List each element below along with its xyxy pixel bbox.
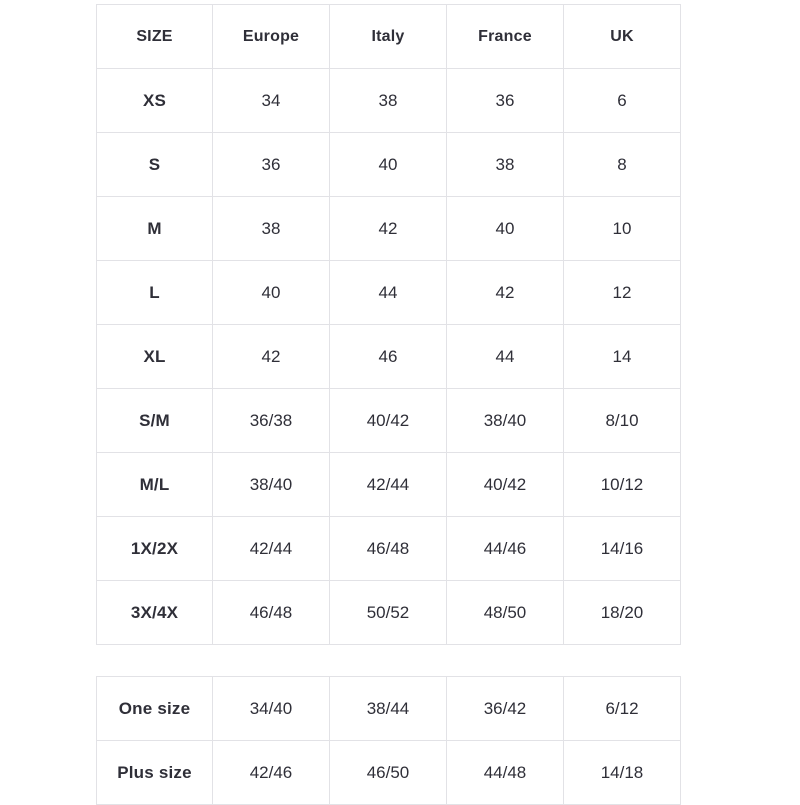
cell-france: 36 xyxy=(447,69,564,133)
cell-italy: 46/50 xyxy=(330,741,447,805)
cell-italy: 40 xyxy=(330,133,447,197)
cell-europe: 42 xyxy=(213,325,330,389)
cell-uk: 6/12 xyxy=(564,677,681,741)
cell-uk: 10 xyxy=(564,197,681,261)
cell-uk: 14 xyxy=(564,325,681,389)
cell-uk: 8 xyxy=(564,133,681,197)
cell-france: 44/48 xyxy=(447,741,564,805)
table-row xyxy=(97,69,681,133)
cell-uk: 6 xyxy=(564,69,681,133)
cell-france: 42 xyxy=(447,261,564,325)
cell-italy: 38/44 xyxy=(330,677,447,741)
cell-italy: 38 xyxy=(330,69,447,133)
table-row xyxy=(97,261,681,325)
table-row xyxy=(97,517,681,581)
column-header-europe: Europe xyxy=(213,5,330,69)
cell-france: 48/50 xyxy=(447,581,564,645)
cell-france: 38/40 xyxy=(447,389,564,453)
row-label: M xyxy=(97,197,213,261)
row-label: S xyxy=(97,133,213,197)
cell-uk: 14/18 xyxy=(564,741,681,805)
cell-italy: 40/42 xyxy=(330,389,447,453)
one-size-table xyxy=(96,676,681,805)
table-row xyxy=(97,133,681,197)
table-row xyxy=(97,453,681,517)
cell-uk: 18/20 xyxy=(564,581,681,645)
row-label: One size xyxy=(97,677,213,741)
table-row xyxy=(97,741,681,805)
cell-italy: 50/52 xyxy=(330,581,447,645)
cell-europe: 36/38 xyxy=(213,389,330,453)
row-label: XL xyxy=(97,325,213,389)
cell-france: 44/46 xyxy=(447,517,564,581)
cell-france: 38 xyxy=(447,133,564,197)
cell-france: 44 xyxy=(447,325,564,389)
cell-europe: 36 xyxy=(213,133,330,197)
cell-italy: 42/44 xyxy=(330,453,447,517)
table-row xyxy=(97,389,681,453)
size-conversion-table xyxy=(96,4,681,645)
cell-italy: 46 xyxy=(330,325,447,389)
table-spacer xyxy=(96,645,680,676)
row-label: 3X/4X xyxy=(97,581,213,645)
cell-europe: 38/40 xyxy=(213,453,330,517)
cell-italy: 42 xyxy=(330,197,447,261)
cell-france: 40/42 xyxy=(447,453,564,517)
column-header-italy: Italy xyxy=(330,5,447,69)
cell-italy: 44 xyxy=(330,261,447,325)
row-label: S/M xyxy=(97,389,213,453)
cell-europe: 38 xyxy=(213,197,330,261)
row-label: Plus size xyxy=(97,741,213,805)
cell-europe: 34 xyxy=(213,69,330,133)
column-header-size: SIZE xyxy=(97,5,213,69)
cell-uk: 14/16 xyxy=(564,517,681,581)
row-label: 1X/2X xyxy=(97,517,213,581)
cell-europe: 34/40 xyxy=(213,677,330,741)
table-row xyxy=(97,197,681,261)
cell-france: 36/42 xyxy=(447,677,564,741)
cell-france: 40 xyxy=(447,197,564,261)
cell-uk: 12 xyxy=(564,261,681,325)
table-header-row xyxy=(97,5,681,69)
cell-uk: 10/12 xyxy=(564,453,681,517)
table-row xyxy=(97,325,681,389)
column-header-uk: UK xyxy=(564,5,681,69)
table-row xyxy=(97,677,681,741)
row-label: XS xyxy=(97,69,213,133)
table-row xyxy=(97,581,681,645)
cell-europe: 40 xyxy=(213,261,330,325)
cell-uk: 8/10 xyxy=(564,389,681,453)
row-label: M/L xyxy=(97,453,213,517)
cell-europe: 46/48 xyxy=(213,581,330,645)
row-label: L xyxy=(97,261,213,325)
cell-italy: 46/48 xyxy=(330,517,447,581)
cell-europe: 42/46 xyxy=(213,741,330,805)
column-header-france: France xyxy=(447,5,564,69)
cell-europe: 42/44 xyxy=(213,517,330,581)
